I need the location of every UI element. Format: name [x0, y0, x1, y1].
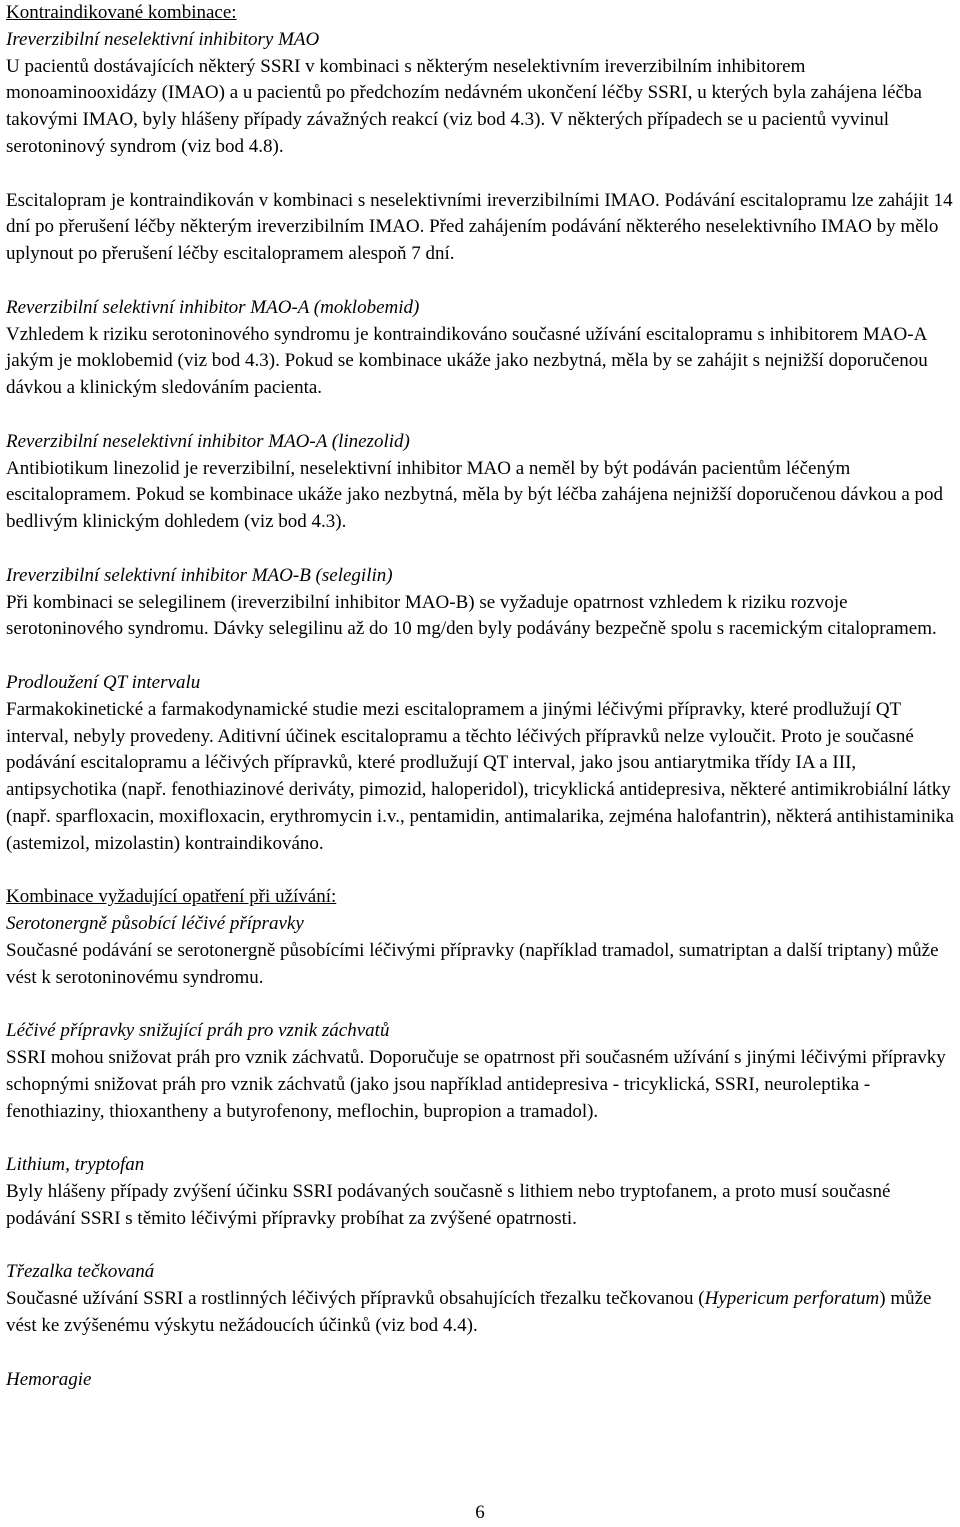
paragraph-seizure-threshold: SSRI mohou snižovat práh pro vznik záchvatů. Doporučuje se opatrnost při současném užívání s jinými léčivými přípravky schopnými snižovat práh pro vznik záchvatů (jako jsou například antidepresiva - tricyklická, SSRI, neuroleptika - fenothiaziny, thioxantheny a butyrofenony, meflochin, bupropion a tramadol).: [6, 1047, 946, 1122]
heading-caution-combinations: Kombinace vyžadující opatření při užívání:: [6, 886, 337, 908]
paragraph-lithium-tryptophan: Byly hlášeny případy zvýšení účinku SSRI podávaných současně s lithiem nebo tryptofanem, a proto musí současné podávání SSRI s těmito léčivými přípravky probíhat za zvýšené opatrnosti.: [6, 1181, 891, 1229]
paragraph-serotonergic: Současné podávání se serotonergně působícími léčivými přípravky (například tramadol, sumatriptan a další triptany) může vést k serotoninovému syndromu.: [6, 939, 939, 988]
paragraph-moclobemide: Vzhledem k riziku serotoninového syndromu je kontraindikováno současné užívání escitalopramu s inhibitorem MAO-A jakým je moklobemid (viz bod 4.3). Pokud se kombinace ukáže jako nezbytná, měla by se zahájit s nejnižší doporučenou dávkou a klinickým sledováním pacienta.: [6, 323, 928, 399]
subheading-qt-prolongation: Prodloužení QT intervalu: [6, 671, 201, 693]
st-johns-text-b: ) může vést ke zvýšenému výskytu nežádoucích účinků (viz bod 4.4).: [6, 1288, 932, 1337]
document-page: [6, 0, 956, 1393]
subheading-irreversible-maoi: Ireverzibilní neselektivní inhibitory MAO: [6, 28, 320, 50]
paragraph-irreversible-maoi-1: U pacientů dostávajících některý SSRI v kombinaci s některým neselektivním ireverzibilním inhibitorem monoaminooxidázy (IMAO) a u pacientů po předchozím nedávném ukončení léčby SSRI, u kterých byla zahájena léčba takovými IMAO, byly hlášeny případy závažných reakcí (viz bod 4.3). V některých případech se u pacientů vyvinul serotoninový syndrom (viz bod 4.8).: [6, 55, 922, 157]
subheading-selegiline: Ireverzibilní selektivní inhibitor MAO-B (selegilin): [6, 564, 393, 586]
paragraph-irreversible-maoi-2: Escitalopram je kontraindikován v kombinaci s neselektivními ireverzibilními IMAO. Podávání escitalopramu lze zahájit 14 dní po přerušení léčby některým ireverzibilním IMAO. Před zahájením podávání některého neselektivního IMAO by mělo uplynout po přerušení léčby escitalopramem alespoň 7 dní.: [6, 189, 953, 265]
st-johns-latin-name: Hypericum perforatum: [704, 1288, 880, 1310]
subheading-lithium-tryptophan: Lithium, tryptofan: [6, 1154, 145, 1176]
paragraph-selegiline: Při kombinaci se selegilinem (ireverzibilní inhibitor MAO-B) se vyžaduje opatrnost vzhledem k riziku rozvoje serotoninového syndromu. Dávky selegilinu až do 10 mg/den byly podávány bezpečně spolu s racemickým citalopramem.: [6, 591, 937, 640]
subheading-moclobemide: Reverzibilní selektivní inhibitor MAO-A (moklobemid): [6, 296, 420, 318]
st-johns-text-a: Současné užívání SSRI a rostlinných léčivých přípravků obsahujících třezalku tečkovanou (: [6, 1288, 705, 1310]
subheading-linezolid: Reverzibilní neselektivní inhibitor MAO-A (linezolid): [6, 430, 410, 452]
subheading-seizure-threshold: Léčivé přípravky snižující práh pro vznik záchvatů: [6, 1020, 390, 1042]
page-number: 6: [475, 1502, 485, 1523]
paragraph-qt-prolongation: Farmakokinetické a farmakodynamické studie mezi escitalopramem a jinými léčivými přípravky, které prodlužují QT interval, nebyly provedeny. Aditivní účinek escitalopramu a těchto léčivých přípravků nelze vyloučit. Proto je současné podávání escitalopramu a léčivých přípravků, které prodlužují QT interval, jako jsou antiarytmika třídy IA a III, antipsychotika (např. fenothiazinové deriváty, pimozid, haloperidol), tricyklická antidepresiva, některé antimikrobiální látky (např. sparfloxacin, moxifloxacin, erythromycin i.v., pentamidin, antimalarika, zejména halofantrin), některá antihistaminika (astemizol, mizolastin) kontraindikováno.: [6, 698, 954, 854]
heading-contraindicated: Kontraindikované kombinace:: [6, 2, 237, 23]
paragraph-st-johns-wort: [6, 1286, 956, 1340]
subheading-st-johns-wort: Třezalka tečkovaná: [6, 1261, 155, 1283]
subheading-serotonergic: Serotonergně působící léčivé přípravky: [6, 913, 304, 935]
paragraph-linezolid: Antibiotikum linezolid je reverzibilní, neselektivní inhibitor MAO a neměl by být podáván pacientům léčeným escitalopramem. Pokud se kombinace ukáže jako nezbytná, měla by být léčba zahájena nejnižší doporučenou dávkou a pod bedlivým klinickým dohledem (viz bod 4.3).: [6, 457, 944, 533]
subheading-hemorrhage: Hemoragie: [6, 1368, 92, 1390]
